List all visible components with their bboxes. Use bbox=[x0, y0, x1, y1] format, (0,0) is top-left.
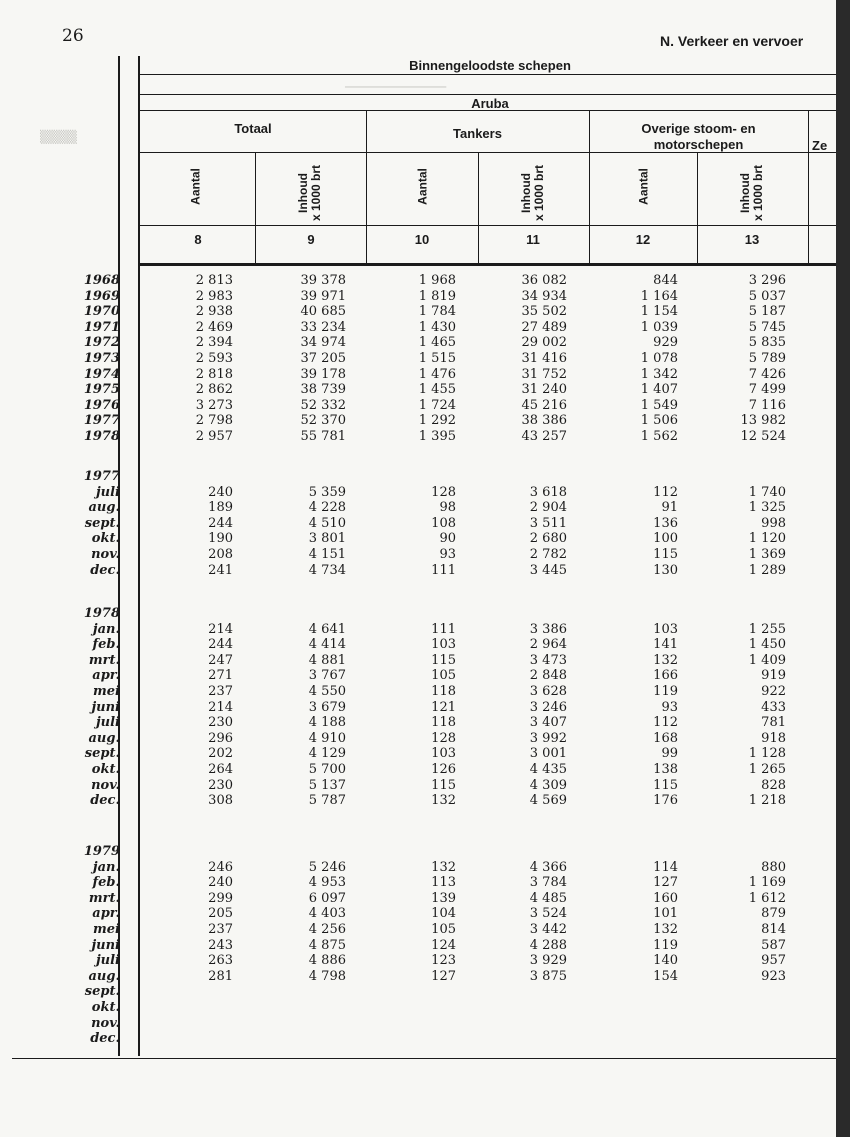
table-cell: 240 bbox=[208, 484, 233, 500]
table-cell: 3 407 bbox=[529, 715, 567, 731]
table-cell: 138 bbox=[653, 762, 678, 777]
table-cell: 2 904 bbox=[529, 500, 567, 516]
table-cell: 2 938 bbox=[195, 304, 233, 320]
section-title: N. Verkeer en vervoer bbox=[660, 33, 804, 49]
table-cell: 4 129 bbox=[308, 746, 346, 762]
table-cell: 929 bbox=[653, 335, 678, 351]
table-cell: 128 bbox=[431, 484, 456, 500]
table-cell: 29 002 bbox=[521, 335, 567, 351]
table-row-label: dec. bbox=[90, 793, 120, 809]
table-cell: 39 378 bbox=[300, 273, 346, 288]
table-cell: 1 255 bbox=[748, 621, 786, 637]
table-cell: 1 612 bbox=[748, 890, 786, 906]
table-cell: 1 120 bbox=[748, 531, 786, 547]
table-row-label: sept. bbox=[84, 984, 120, 1000]
table-cell: 176 bbox=[653, 793, 678, 809]
table-cell: 141 bbox=[653, 637, 678, 653]
col-number: 12 bbox=[635, 232, 651, 247]
stub-column-rule bbox=[138, 56, 140, 1056]
table-cell: 4 151 bbox=[308, 547, 346, 562]
table-cell: 4 734 bbox=[308, 562, 346, 578]
table-cell: 35 502 bbox=[521, 304, 567, 320]
table-cell: 3 296 bbox=[748, 273, 786, 288]
table-row-label: 1969 bbox=[83, 288, 120, 304]
table-row-label: dec. bbox=[90, 562, 120, 578]
table-cell: 3 273 bbox=[195, 397, 233, 413]
table-cell: 1 325 bbox=[748, 500, 786, 516]
table-cell: 1 078 bbox=[640, 351, 678, 366]
table-row-label: juli bbox=[95, 484, 120, 500]
table-row-label: feb. bbox=[92, 637, 120, 653]
table-cell: 7 116 bbox=[748, 397, 786, 413]
table-cell: 7 426 bbox=[748, 366, 786, 382]
table-cell: 118 bbox=[431, 715, 456, 731]
table-row-label: aug. bbox=[88, 730, 120, 746]
table-cell: 1 369 bbox=[748, 547, 786, 562]
table-row-label: jan. bbox=[92, 859, 120, 875]
table-row-label: jan. bbox=[92, 621, 120, 637]
table-cell: 130 bbox=[653, 562, 678, 578]
table-cell: 190 bbox=[208, 531, 233, 547]
table-cell: 919 bbox=[761, 668, 786, 684]
table-cell: 1 819 bbox=[418, 288, 456, 304]
table-cell: 4 886 bbox=[308, 953, 346, 969]
table-cell: 241 bbox=[208, 562, 233, 578]
table-cell: 34 934 bbox=[521, 288, 567, 304]
table-cell: 127 bbox=[431, 968, 456, 984]
header-rule bbox=[140, 94, 840, 95]
col-heading-inhoud: Inhoud x 1000 brt bbox=[738, 164, 765, 222]
table-cell: 93 bbox=[661, 699, 678, 715]
col-number: 13 bbox=[744, 232, 760, 247]
table-cell: 4 510 bbox=[308, 515, 346, 531]
table-cell: 45 216 bbox=[521, 397, 567, 413]
table-cell: 1 968 bbox=[418, 273, 456, 288]
table-cell: 2 798 bbox=[195, 413, 233, 429]
table-cell: 1 465 bbox=[418, 335, 456, 351]
table-cell: 12 524 bbox=[740, 429, 786, 444]
table-cell: 4 485 bbox=[529, 890, 567, 906]
table-cell: 2 957 bbox=[195, 429, 233, 444]
table-cell: 4 435 bbox=[529, 762, 567, 777]
header-sub: Aruba bbox=[471, 96, 509, 111]
table-cell: 33 234 bbox=[300, 319, 346, 335]
col-heading-inhoud: Inhoud x 1000 brt bbox=[519, 164, 546, 222]
table-cell: 4 641 bbox=[308, 621, 346, 637]
table-cell: 104 bbox=[431, 906, 456, 922]
table-cell: 3 001 bbox=[529, 746, 567, 762]
table-cell: 4 953 bbox=[308, 875, 346, 891]
table-cell: 3 628 bbox=[529, 684, 567, 699]
table-cell: 844 bbox=[653, 273, 678, 288]
table-cell: 4 403 bbox=[308, 906, 346, 922]
table-row-label: nov. bbox=[91, 777, 120, 793]
table-row-label: okt. bbox=[91, 531, 120, 547]
group-cut-off: Ze bbox=[812, 138, 828, 153]
table-cell: 40 685 bbox=[300, 304, 346, 320]
table-cell: 4 288 bbox=[529, 937, 567, 953]
table-cell: 230 bbox=[208, 777, 233, 793]
table-cell: 1 740 bbox=[748, 484, 786, 500]
table-cell: 136 bbox=[653, 515, 678, 531]
table-row-label: 1971 bbox=[83, 319, 120, 335]
table-cell: 121 bbox=[431, 699, 456, 715]
table-cell: 108 bbox=[431, 515, 456, 531]
table-cell: 918 bbox=[761, 730, 786, 746]
table-cell: 90 bbox=[439, 531, 456, 547]
table-cell: 880 bbox=[761, 859, 786, 875]
col-number: 10 bbox=[414, 232, 430, 247]
table-cell: 43 257 bbox=[521, 429, 567, 444]
table-cell: 132 bbox=[653, 922, 678, 937]
table-row-label: juli bbox=[95, 953, 120, 969]
table-cell: 114 bbox=[653, 859, 678, 875]
table-cell: 781 bbox=[761, 715, 786, 731]
table-cell: 115 bbox=[431, 652, 456, 668]
table-cell: 127 bbox=[653, 875, 678, 891]
table-cell: 103 bbox=[431, 746, 456, 762]
table-cell: 1 128 bbox=[748, 746, 786, 762]
table-cell: 5 137 bbox=[308, 777, 346, 793]
table-cell: 37 205 bbox=[300, 351, 346, 366]
table-cell: 113 bbox=[431, 875, 456, 891]
table-cell: 31 240 bbox=[521, 382, 567, 398]
column-rule bbox=[808, 110, 809, 263]
table-row-label: dec. bbox=[90, 1031, 120, 1047]
table-cell: 93 bbox=[439, 547, 456, 562]
table-cell: 1 515 bbox=[418, 351, 456, 366]
table-cell: 119 bbox=[653, 937, 678, 953]
table-cell: 52 370 bbox=[300, 413, 346, 429]
table-cell: 2 680 bbox=[529, 531, 567, 547]
table-cell: 4 228 bbox=[308, 500, 346, 516]
table-cell: 1 455 bbox=[418, 382, 456, 398]
table-cell: 828 bbox=[761, 777, 786, 793]
table-row-label: juli bbox=[95, 715, 120, 731]
table-row-label: juni bbox=[91, 937, 120, 953]
table-row-label: apr. bbox=[92, 668, 120, 684]
table-row-label: 1976 bbox=[83, 397, 120, 413]
table-cell: 3 386 bbox=[529, 621, 567, 637]
table-cell: 1 409 bbox=[748, 652, 786, 668]
table-cell: 4 550 bbox=[308, 684, 346, 699]
table-row-label: 1970 bbox=[83, 304, 120, 320]
table-cell: 923 bbox=[761, 968, 786, 984]
table-cell: 126 bbox=[431, 762, 456, 777]
table-cell: 3 875 bbox=[529, 968, 567, 984]
table-row-label: aug. bbox=[88, 968, 120, 984]
table-cell: 5 835 bbox=[748, 335, 786, 351]
table-row-label: 1975 bbox=[83, 382, 120, 398]
table-cell: 4 414 bbox=[308, 637, 346, 653]
table-row-label: sept. bbox=[84, 746, 120, 762]
table-cell: 244 bbox=[208, 637, 233, 653]
table-row-label: mei bbox=[93, 684, 120, 699]
header-rule bbox=[140, 74, 840, 75]
table-cell: 5 789 bbox=[748, 351, 786, 366]
table-cell: 3 445 bbox=[529, 562, 567, 578]
table-cell: 128 bbox=[431, 730, 456, 746]
table-cell: 246 bbox=[208, 859, 233, 875]
table-cell: 3 524 bbox=[529, 906, 567, 922]
table-cell: 1 164 bbox=[640, 288, 678, 304]
table-cell: 1 395 bbox=[418, 429, 456, 444]
group-totaal: Totaal bbox=[234, 121, 272, 136]
table-cell: 103 bbox=[431, 637, 456, 653]
table-row-label: aug. bbox=[88, 500, 120, 516]
table-cell: 2 848 bbox=[529, 668, 567, 684]
group-overige: Overige stoom- en motorschepen bbox=[641, 121, 756, 152]
table-cell: 4 256 bbox=[308, 922, 346, 937]
table-cell: 1 506 bbox=[640, 413, 678, 429]
table-cell: 263 bbox=[208, 953, 233, 969]
table-cell: 5 359 bbox=[308, 484, 346, 500]
table-cell: 1 218 bbox=[748, 793, 786, 809]
table-cell: 140 bbox=[653, 953, 678, 969]
table-row-label: okt. bbox=[91, 762, 120, 777]
table-cell: 132 bbox=[431, 793, 456, 809]
table-cell: 1 430 bbox=[418, 319, 456, 335]
table-cell: 115 bbox=[653, 777, 678, 793]
table-cell: 1 562 bbox=[640, 429, 678, 444]
table-row-label: feb. bbox=[92, 875, 120, 891]
table-cell: 27 489 bbox=[521, 319, 567, 335]
table-cell: 111 bbox=[431, 621, 456, 637]
table-cell: 214 bbox=[208, 621, 233, 637]
table-cell: 202 bbox=[208, 746, 233, 762]
table-cell: 1 342 bbox=[640, 366, 678, 382]
table-cell: 5 787 bbox=[308, 793, 346, 809]
table-cell: 2 983 bbox=[195, 288, 233, 304]
col-heading-aantal: Aantal bbox=[636, 168, 651, 205]
table-cell: 112 bbox=[653, 715, 678, 731]
table-cell: 2 469 bbox=[195, 319, 233, 335]
table-row-label: mei bbox=[93, 922, 120, 937]
table-cell: 99 bbox=[661, 746, 678, 762]
page-number: 26 bbox=[62, 26, 84, 46]
table-cell: 100 bbox=[653, 531, 678, 547]
table-cell: 296 bbox=[208, 730, 233, 746]
table-row-label: juni bbox=[91, 699, 120, 715]
table-cell: 4 366 bbox=[529, 859, 567, 875]
table-cell: 6 097 bbox=[308, 890, 346, 906]
table-cell: 247 bbox=[208, 652, 233, 668]
table-cell: 1 476 bbox=[418, 366, 456, 382]
table-cell: 5 246 bbox=[308, 859, 346, 875]
table-cell: 91 bbox=[661, 500, 678, 516]
table-cell: 3 801 bbox=[308, 531, 346, 547]
group-tankers: Tankers bbox=[453, 126, 502, 141]
table-cell: 132 bbox=[431, 859, 456, 875]
table-cell: 3 992 bbox=[529, 730, 567, 746]
table-cell: 4 881 bbox=[308, 652, 346, 668]
table-cell: 433 bbox=[761, 699, 786, 715]
table-cell: 214 bbox=[208, 699, 233, 715]
table-cell: 31 752 bbox=[521, 366, 567, 382]
table-cell: 281 bbox=[208, 968, 233, 984]
table-cell: 166 bbox=[653, 668, 678, 684]
table-row-label: apr. bbox=[92, 906, 120, 922]
table-cell: 2 813 bbox=[195, 273, 233, 288]
period-year-label: 1979 bbox=[83, 844, 120, 859]
table-cell: 36 082 bbox=[521, 273, 567, 288]
table-cell: 1 289 bbox=[748, 562, 786, 578]
table-cell: 5 037 bbox=[748, 288, 786, 304]
col-number: 11 bbox=[526, 232, 540, 247]
table-cell: 2 593 bbox=[195, 351, 233, 366]
table-cell: 1 039 bbox=[640, 319, 678, 335]
table-cell: 3 442 bbox=[529, 922, 567, 937]
table-cell: 3 679 bbox=[308, 699, 346, 715]
table-cell: 237 bbox=[208, 684, 233, 699]
table-cell: 34 974 bbox=[300, 335, 346, 351]
header-bottom-rule bbox=[138, 263, 840, 266]
col-heading-aantal: Aantal bbox=[415, 168, 430, 205]
table-cell: 4 875 bbox=[308, 937, 346, 953]
table-cell: 587 bbox=[761, 937, 786, 953]
header-main: Binnengeloodste schepen bbox=[409, 58, 571, 73]
table-cell: 879 bbox=[761, 906, 786, 922]
table-cell: 132 bbox=[653, 652, 678, 668]
table-cell: 39 178 bbox=[300, 366, 346, 382]
table-cell: 1 407 bbox=[640, 382, 678, 398]
header-rule bbox=[140, 225, 840, 226]
table-row-label: 1972 bbox=[83, 335, 120, 351]
table-cell: 103 bbox=[653, 621, 678, 637]
table-cell: 922 bbox=[761, 684, 786, 699]
col-number: 9 bbox=[307, 232, 315, 247]
table-cell: 2 394 bbox=[195, 335, 233, 351]
table-cell: 112 bbox=[653, 484, 678, 500]
table-cell: 243 bbox=[208, 937, 233, 953]
table-cell: 31 416 bbox=[521, 351, 567, 366]
table-row-label: mrt. bbox=[88, 890, 120, 906]
table-row-label: nov. bbox=[91, 1015, 120, 1031]
table-cell: 5 745 bbox=[748, 319, 786, 335]
table-cell: 98 bbox=[439, 500, 456, 516]
table-cell: 264 bbox=[208, 762, 233, 777]
table-cell: 38 386 bbox=[521, 413, 567, 429]
table-cell: 299 bbox=[208, 890, 233, 906]
column-rule bbox=[697, 152, 698, 263]
table-cell: 2 818 bbox=[195, 366, 233, 382]
table-cell: 2 862 bbox=[195, 382, 233, 398]
table-row-label: 1974 bbox=[83, 366, 120, 382]
table-row-label: okt. bbox=[91, 1000, 120, 1015]
table-cell: 115 bbox=[653, 547, 678, 562]
table-cell: 308 bbox=[208, 793, 233, 809]
table-cell: 52 332 bbox=[300, 397, 346, 413]
table-cell: 3 767 bbox=[308, 668, 346, 684]
table-cell: 208 bbox=[208, 547, 233, 562]
table-cell: 1 292 bbox=[418, 413, 456, 429]
table-row-label: nov. bbox=[91, 547, 120, 562]
column-rule bbox=[478, 152, 479, 263]
table-cell: 271 bbox=[208, 668, 233, 684]
table-cell: 5 187 bbox=[748, 304, 786, 320]
period-year-label: 1977 bbox=[83, 469, 120, 484]
table-cell: 1 450 bbox=[748, 637, 786, 653]
table-cell: 4 309 bbox=[529, 777, 567, 793]
table-cell: 240 bbox=[208, 875, 233, 891]
table-cell: 168 bbox=[653, 730, 678, 746]
table-cell: 139 bbox=[431, 890, 456, 906]
table-cell: 1 154 bbox=[640, 304, 678, 320]
table-cell: 111 bbox=[431, 562, 456, 578]
table-cell: 55 781 bbox=[300, 429, 346, 444]
column-rule bbox=[255, 152, 256, 263]
table-cell: 3 929 bbox=[529, 953, 567, 969]
table-cell: 4 798 bbox=[308, 968, 346, 984]
table-cell: 3 618 bbox=[529, 484, 567, 500]
table-cell: 101 bbox=[653, 906, 678, 922]
table-cell: 998 bbox=[761, 515, 786, 531]
table-row-label: 1973 bbox=[83, 351, 120, 366]
col-heading-aantal: Aantal bbox=[188, 168, 203, 205]
bleed-through-text: ▒▒▒▒ bbox=[40, 130, 77, 144]
table-row-label: 1977 bbox=[83, 413, 120, 429]
table-row-label: sept. bbox=[84, 515, 120, 531]
table-cell: 189 bbox=[208, 500, 233, 516]
table-cell: 205 bbox=[208, 906, 233, 922]
table-cell: 115 bbox=[431, 777, 456, 793]
bleed-through-text: ────────────── bbox=[345, 80, 447, 94]
table-cell: 237 bbox=[208, 922, 233, 937]
table-cell: 230 bbox=[208, 715, 233, 731]
table-cell: 4 910 bbox=[308, 730, 346, 746]
table-cell: 3 784 bbox=[529, 875, 567, 891]
table-cell: 118 bbox=[431, 684, 456, 699]
col-number: 8 bbox=[194, 232, 202, 247]
table-bottom-rule bbox=[12, 1058, 838, 1059]
table-cell: 3 511 bbox=[529, 515, 567, 531]
table-cell: 4 188 bbox=[308, 715, 346, 731]
table-row-label: mrt. bbox=[88, 652, 120, 668]
table-cell: 105 bbox=[431, 668, 456, 684]
table-cell: 244 bbox=[208, 515, 233, 531]
table-cell: 119 bbox=[653, 684, 678, 699]
table-cell: 1 724 bbox=[418, 397, 456, 413]
table-cell: 5 700 bbox=[308, 762, 346, 777]
table-cell: 13 982 bbox=[740, 413, 786, 429]
table-cell: 1 265 bbox=[748, 762, 786, 777]
table-cell: 1 169 bbox=[748, 875, 786, 891]
table-cell: 7 499 bbox=[748, 382, 786, 398]
col-heading-inhoud: Inhoud x 1000 brt bbox=[296, 164, 323, 222]
table-cell: 1 784 bbox=[418, 304, 456, 320]
table-cell: 160 bbox=[653, 890, 678, 906]
table-cell: 123 bbox=[431, 953, 456, 969]
period-year-label: 1978 bbox=[83, 606, 120, 621]
table-cell: 124 bbox=[431, 937, 456, 953]
table-row-label: 1978 bbox=[83, 429, 120, 444]
table-cell: 105 bbox=[431, 922, 456, 937]
table-cell: 154 bbox=[653, 968, 678, 984]
page-edge-shadow bbox=[836, 0, 850, 1137]
table-cell: 38 739 bbox=[300, 382, 346, 398]
table-cell: 2 782 bbox=[529, 547, 567, 562]
table-cell: 814 bbox=[761, 922, 786, 937]
table-cell: 957 bbox=[761, 953, 786, 969]
table-cell: 4 569 bbox=[529, 793, 567, 809]
table-row-label: 1968 bbox=[83, 273, 120, 288]
table-cell: 39 971 bbox=[300, 288, 346, 304]
table-cell: 2 964 bbox=[529, 637, 567, 653]
table-cell: 1 549 bbox=[640, 397, 678, 413]
table-cell: 3 246 bbox=[529, 699, 567, 715]
table-cell: 3 473 bbox=[529, 652, 567, 668]
